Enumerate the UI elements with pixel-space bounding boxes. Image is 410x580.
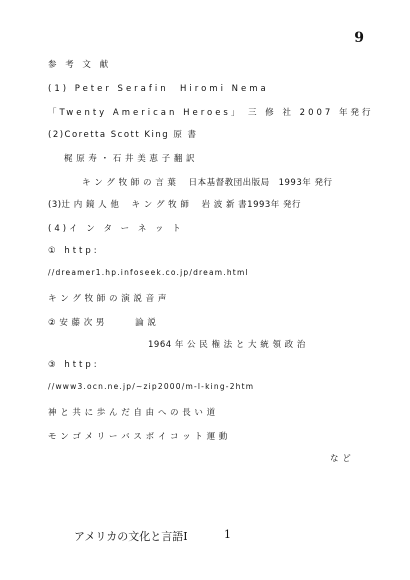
- reference-4-item-3-url: //www3.ocn.ne.jp/~zip2000/m-l-king-2htm: [48, 382, 255, 391]
- reference-4-item-2-label: ② 安 藤 次 男 論 説: [48, 318, 157, 328]
- reference-4-item-3-title-1: 神 と 共 に 歩 ん だ 自 由 へ の 長 い 道: [48, 408, 216, 418]
- reference-1-title: 「Twenty American Heroes」 三 修 社 2007 年発行: [48, 108, 374, 118]
- reference-2-title: キ ン グ 牧 師 の 言 葉 日本基督教団出版局 1993年 発行: [82, 178, 333, 188]
- reference-4-item-3-label: ③ http:: [48, 360, 100, 370]
- footer-page-number: 1: [224, 528, 231, 541]
- reference-4-item-2-title: 1964 年 公 民 権 法 と 大 統 領 政 治: [148, 340, 306, 350]
- reference-2-translators: 梶 原 寿 ・ 石 井 美 恵 子 翻 訳: [64, 154, 196, 164]
- references-heading: 参 考 文 献: [48, 60, 112, 70]
- reference-1-authors: (1) Peter Serafin Hiromi Nema: [48, 84, 269, 94]
- reference-4-item-1-url: //dreamer1.hp.infoseek.co.jp/dream.html: [48, 268, 249, 277]
- etcetera: な ど: [330, 454, 352, 464]
- footer-title: アメリカの文化と言語Ⅰ: [74, 530, 188, 543]
- reference-4-item-1-label: ① http:: [48, 246, 100, 256]
- reference-4-heading: (4)イ ン タ ー ネ ッ ト: [48, 224, 184, 234]
- page-number: 9: [354, 30, 364, 46]
- reference-2-author: (2)Coretta Scott King 原 書: [48, 130, 198, 140]
- reference-3: (3)辻 内 鏡 人 他 キ ン グ 牧 師 岩 波 新 書1993年 発行: [48, 200, 302, 210]
- reference-4-item-3-title-2: モ ン ゴ メ リ ー バ ス ボ イ コ ッ ト 運 動: [48, 432, 228, 442]
- reference-4-item-1-title: キ ン グ 牧 師 の 演 説 音 声: [48, 294, 167, 304]
